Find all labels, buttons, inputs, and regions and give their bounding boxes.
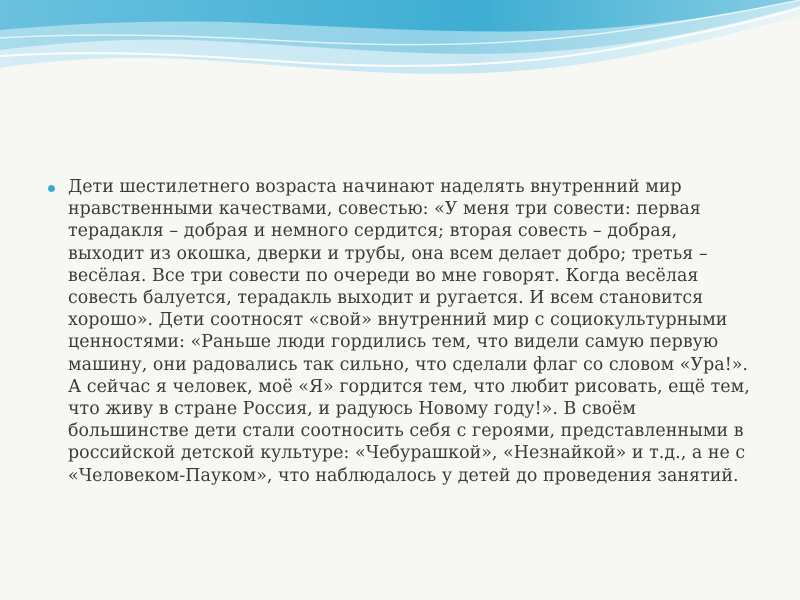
bullet-circle-icon bbox=[48, 185, 55, 192]
header-wave-decoration bbox=[0, 0, 800, 140]
bullet-item bbox=[48, 176, 758, 487]
paragraph-text: Дети шестилетнего возраста начинают наделять внутренний мир нравственными качествами, совестью: «У меня три совести: первая терадакля – добрая и немного сердится; вторая совесть – добрая, выходит из окошка, дверки и трубы, она всем делает добро; третья – весёлая. Все три совести по очереди во мне говорят. Когда весёлая совесть балуется, терадакль выходит и ругается. И всем становится хорошо». Дети соотносят «свой» внутренний мир с социокультурными ценностями: «Раньше люди гордились тем, что видели самую первую машину, они радовались так сильно, что сделали флаг со словом «Ура!». А сейчас я человек, моё «Я» гордится тем, что любит рисовать, ещё тем, что живу в стране Россия, и радуюсь Новому году!». В своём большинстве дети стали соотносить себя с героями, представленными в российской детской культуре: «Чебурашкой», «Незнайкой» и т.д., а не с «Человеком-Пауком», что наблюдалось у детей до проведения занятий. bbox=[68, 177, 750, 486]
